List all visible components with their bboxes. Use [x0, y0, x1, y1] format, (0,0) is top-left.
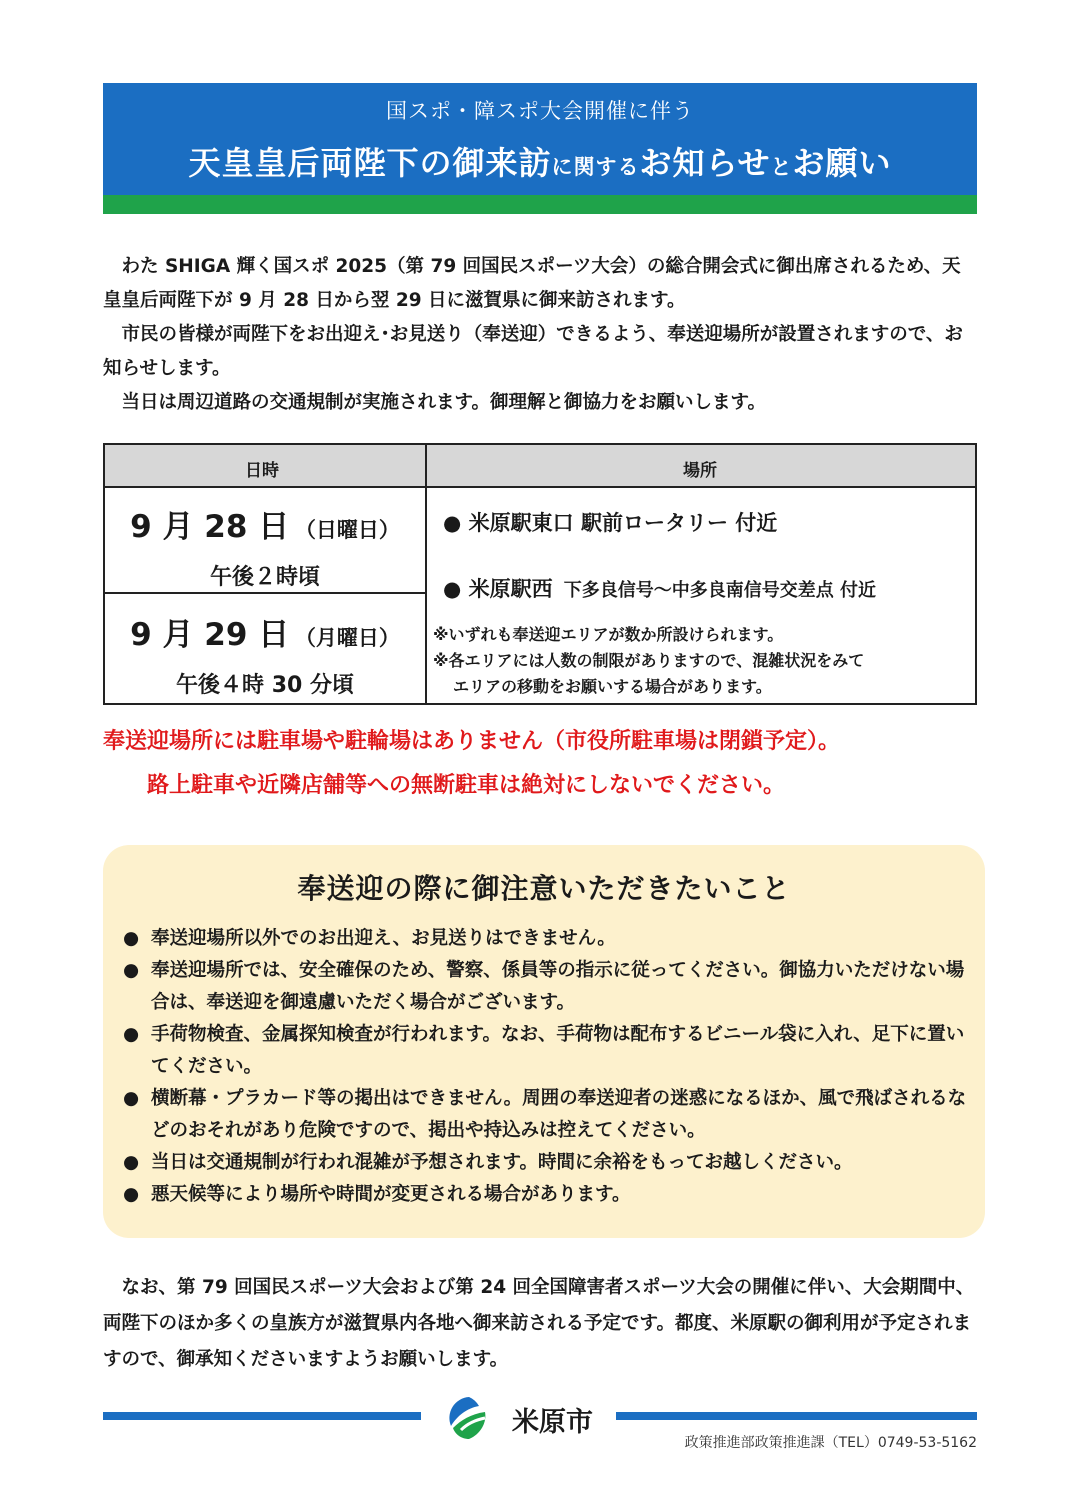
day2-time: 午後４時 30 分頃	[176, 673, 354, 698]
caution-text: 手荷物検査、金属探知検査が行われます。なお、手荷物は配布するビニール袋に入れ、足下に置いてください。	[151, 1024, 965, 1077]
warning-line-2: 路上駐車や近隣店舗等への無断駐車は絶対にしないでください。	[147, 773, 786, 798]
caution-text: 悪天候等により場所や時間が変更される場合があります。	[151, 1184, 631, 1205]
maibara-city-emblem-icon	[445, 1394, 493, 1442]
list-item	[123, 1179, 973, 1211]
row-divider	[105, 592, 425, 594]
caution-text: 奉送迎場所では、安全確保のため、警察、係員等の指示に従ってください。御協力いただけない場合は、奉送迎を御遠慮いただく場合がございます。	[151, 960, 965, 1013]
schedule-table	[103, 443, 977, 705]
bullet-dot: ●	[123, 1152, 140, 1173]
schedule-note-1: ※いずれも奉送迎エリアが数か所設けられます。	[433, 625, 784, 644]
caution-text: 当日は交通規制が行われ混雑が予想されます。時間に余裕をもってお越しください。	[151, 1152, 853, 1173]
footer-bar-right	[616, 1412, 977, 1420]
list-item	[123, 1019, 973, 1083]
banner-green-stripe	[103, 195, 977, 214]
closing-paragraph: なお、第 79 回国民スポーツ大会および第 24 回全国障害者スポーツ大会の開催に伴い、大会期間中、両陛下のほか多くの皇族方が滋賀県内各地へ御来訪される予定です。都度、米原駅の御利用が予定されますので、御承知くださいますようお願いします。	[103, 1277, 975, 1370]
header-datetime: 日時	[245, 461, 279, 481]
day1-time: 午後２時頃	[209, 565, 320, 590]
intro-text	[103, 250, 977, 420]
banner-title-part3: お知らせ	[639, 144, 771, 182]
list-item	[123, 923, 973, 955]
location-1	[443, 507, 777, 537]
city-name: 米原市	[512, 1407, 593, 1438]
day1-date-text: 9 月 28 日	[130, 509, 290, 545]
banner-title-part1: 天皇皇后両陛下の御来訪	[188, 144, 552, 182]
day2-date-text: 9 月 29 日	[130, 617, 290, 653]
bullet-dot: ●	[123, 960, 140, 981]
location-2-sub: 下多良信号～中多良南信号交差点 付近	[563, 580, 877, 601]
cautions-title: 奉送迎の際に御注意いただきたいこと	[297, 872, 791, 905]
caution-text: 奉送迎場所以外でのお出迎え、お見送りはできません。	[151, 928, 616, 949]
bullet-dot: ●	[123, 1024, 140, 1045]
list-item	[123, 1083, 973, 1147]
banner-title-part5: お願い	[792, 144, 892, 182]
bullet-dot: ●	[123, 928, 140, 949]
intro-paragraph-3: 当日は周辺道路の交通規制が実施されます。御理解と御協力をお願いします。	[121, 392, 767, 413]
bullet-dot: ●	[123, 1184, 140, 1205]
intro-paragraph-2: 市民の皆様が両陛下をお出迎え･お見送り（奉送迎）できるよう、奉送迎場所が設置されますので、お知らせします。	[103, 324, 963, 379]
bullet-dot: ●	[443, 511, 469, 535]
day1-weekday: （日曜日）	[294, 518, 400, 542]
header-banner	[103, 83, 977, 214]
contact-info: 政策推進部政策推進課（TEL）0749-53-5162	[684, 1435, 977, 1451]
footer-bar-left	[103, 1412, 421, 1420]
bullet-dot: ●	[123, 1088, 140, 1109]
schedule-note-3: エリアの移動をお願いする場合があります。	[453, 677, 772, 696]
cautions-box	[103, 845, 985, 1238]
banner-title-part4: と	[770, 155, 793, 179]
schedule-note-2: ※各エリアには人数の制限がありますので、混雑状況をみて	[433, 651, 865, 670]
location-1-text: 米原駅東口 駅前ロータリー 付近	[468, 511, 778, 535]
header-place: 場所	[683, 461, 717, 481]
banner-subtitle: 国スポ・障スポ大会開催に伴う	[386, 99, 694, 123]
intro-paragraph-1: わた SHIGA 輝く国スポ 2025（第 79 回国民スポーツ大会）の総合開会式に御出席されるため、天皇皇后両陛下が 9 月 28 日から翌 29 日に滋賀県に御来訪されます。	[103, 256, 961, 311]
list-item	[123, 1147, 973, 1179]
location-2-main: 米原駅西	[468, 577, 553, 601]
list-item	[123, 955, 973, 1019]
day2-weekday: （月曜日）	[294, 626, 400, 650]
banner-blue-panel	[103, 83, 977, 195]
day1-date	[105, 501, 425, 546]
location-2	[443, 573, 876, 603]
banner-title	[103, 138, 977, 184]
warning-line-1: 奉送迎場所には駐車場や駐輪場はありません（市役所駐車場は閉鎖予定）。	[103, 729, 841, 754]
cautions-list	[123, 923, 973, 1211]
banner-title-part2: に関する	[551, 155, 640, 179]
closing-text	[103, 1270, 977, 1378]
column-divider	[425, 445, 427, 703]
day2-date	[105, 609, 425, 654]
schedule-header-row	[105, 445, 975, 488]
caution-text: 横断幕・プラカード等の掲出はできません。周囲の奉送迎者の迷惑になるほか、風で飛ばされるなどのおそれがあり危険ですので、掲出や持込みは控えてください。	[151, 1088, 967, 1141]
bullet-dot: ●	[443, 577, 469, 601]
